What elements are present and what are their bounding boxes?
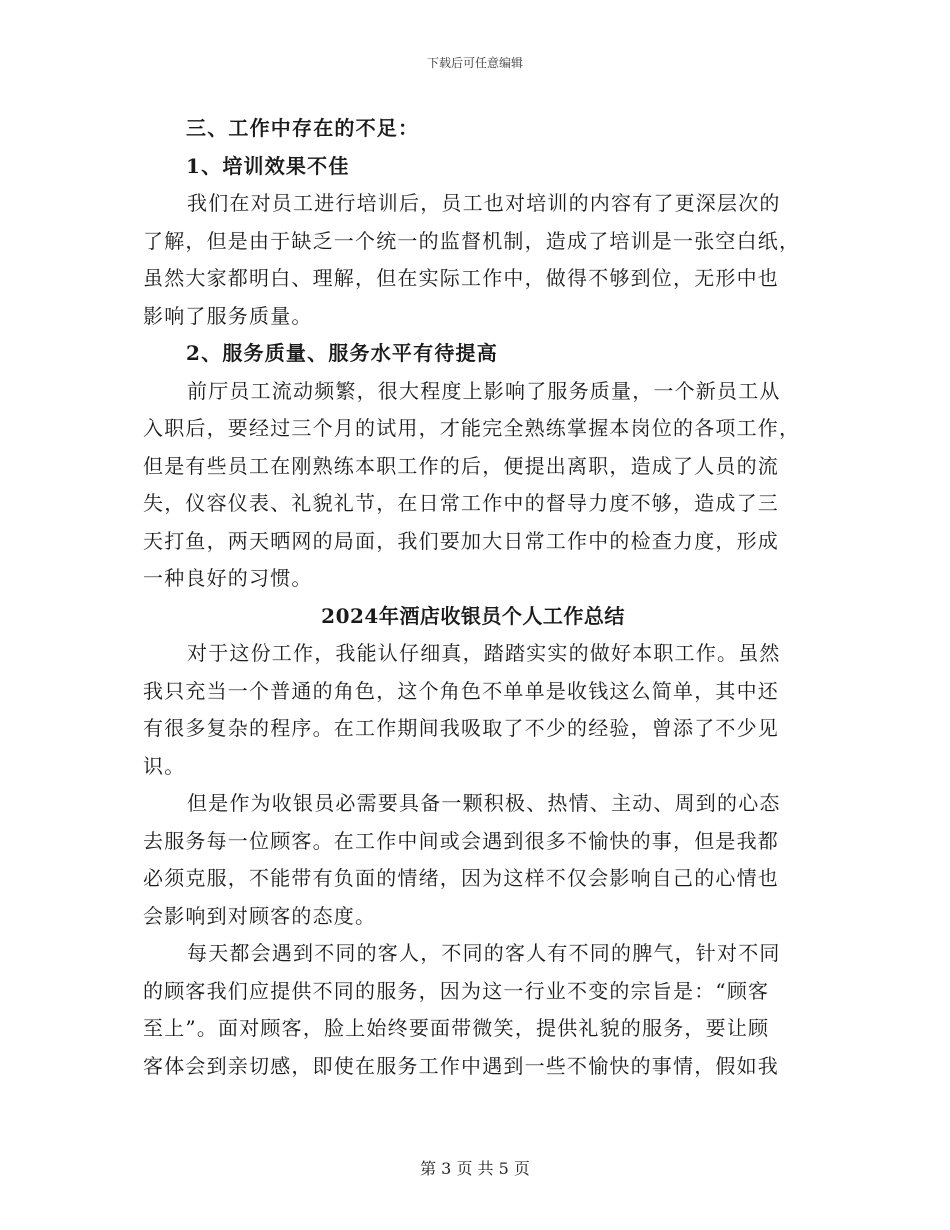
subheading-service-quality: 2、服务质量、服务水平有待提高 xyxy=(186,341,498,365)
paragraph-line: 至上”。面对顾客，脸上始终要面带微笑，提供礼貌的服务，要让顾 xyxy=(143,1016,770,1040)
subheading-training: 1、培训效果不佳 xyxy=(186,153,350,178)
page-number-footer: 第 3 页 共 5 页 xyxy=(420,1159,530,1178)
section-heading-shortcomings: 三、工作中存在的不足： xyxy=(186,116,420,140)
paragraph-line: 我只充当一个普通的角色，这个角色不单单是收钱这么简单，其中还 xyxy=(143,678,779,703)
paragraph-line: 有很多复杂的程序。在工作期间我吸取了不少的经验，曾添了不少见 xyxy=(143,716,779,740)
paragraph-line: 天打鱼，两天晒网的局面，我们要加大日常工作中的检查力度，形成 xyxy=(143,528,779,553)
paragraph-line: 影响了服务质量。 xyxy=(143,303,313,328)
document-title: 2024年酒店收银员个人工作总结 xyxy=(321,603,625,628)
page-header-note: 下载后可任意编辑 xyxy=(426,56,523,70)
paragraph-line: 但是有些员工在刚熟练本职工作的后，便提出离职，造成了人员的流 xyxy=(143,453,779,478)
paragraph-line: 了解，但是由于缺乏一个统一的监督机制，造成了培训是一张空白纸， xyxy=(143,228,801,253)
paragraph-line: 对于这份工作，我能认仔细真，踏踏实实的做好本职工作。虽然 xyxy=(187,641,781,665)
paragraph-line: 但是作为收银员必需要具备一颗积极、热情、主动、周到的心态 xyxy=(187,791,781,815)
paragraph-line: 入职后，要经过三个月的试用，才能完全熟练掌握本岗位的各项工作， xyxy=(143,416,801,440)
paragraph-line: 客体会到亲切感，即使在服务工作中遇到一些不愉快的事情，假如我 xyxy=(143,1053,779,1078)
document-body xyxy=(143,110,803,1085)
paragraph-line: 会影响到对顾客的态度。 xyxy=(143,903,377,928)
paragraph-line: 去服务每一位顾客。在工作中间或会遇到很多不愉快的事，但是我都 xyxy=(143,828,779,853)
paragraph-line: 一种良好的习惯。 xyxy=(143,566,313,590)
paragraph-line: 的顾客我们应提供不同的服务，因为这一行业不变的宗旨是：“顾客 xyxy=(143,978,770,1003)
paragraph-line: 每天都会遇到不同的客人，不同的客人有不同的脾气，针对不同 xyxy=(187,941,781,965)
paragraph-line: 失，仪容仪表、礼貌礼节，在日常工作中的督导力度不够，造成了三 xyxy=(143,491,779,515)
paragraph-line: 识。 xyxy=(143,753,186,778)
paragraph-line: 前厅员工流动频繁，很大程度上影响了服务质量，一个新员工从 xyxy=(187,378,781,403)
paragraph-line: 我们在对员工进行培训后，员工也对培训的内容有了更深层次的 xyxy=(187,191,781,215)
paragraph-line: 虽然大家都明白、理解，但在实际工作中，做得不够到位，无形中也 xyxy=(143,266,779,290)
paragraph-line: 必须克服，不能带有负面的情绪，因为这样不仅会影响自己的心情也 xyxy=(143,866,779,890)
